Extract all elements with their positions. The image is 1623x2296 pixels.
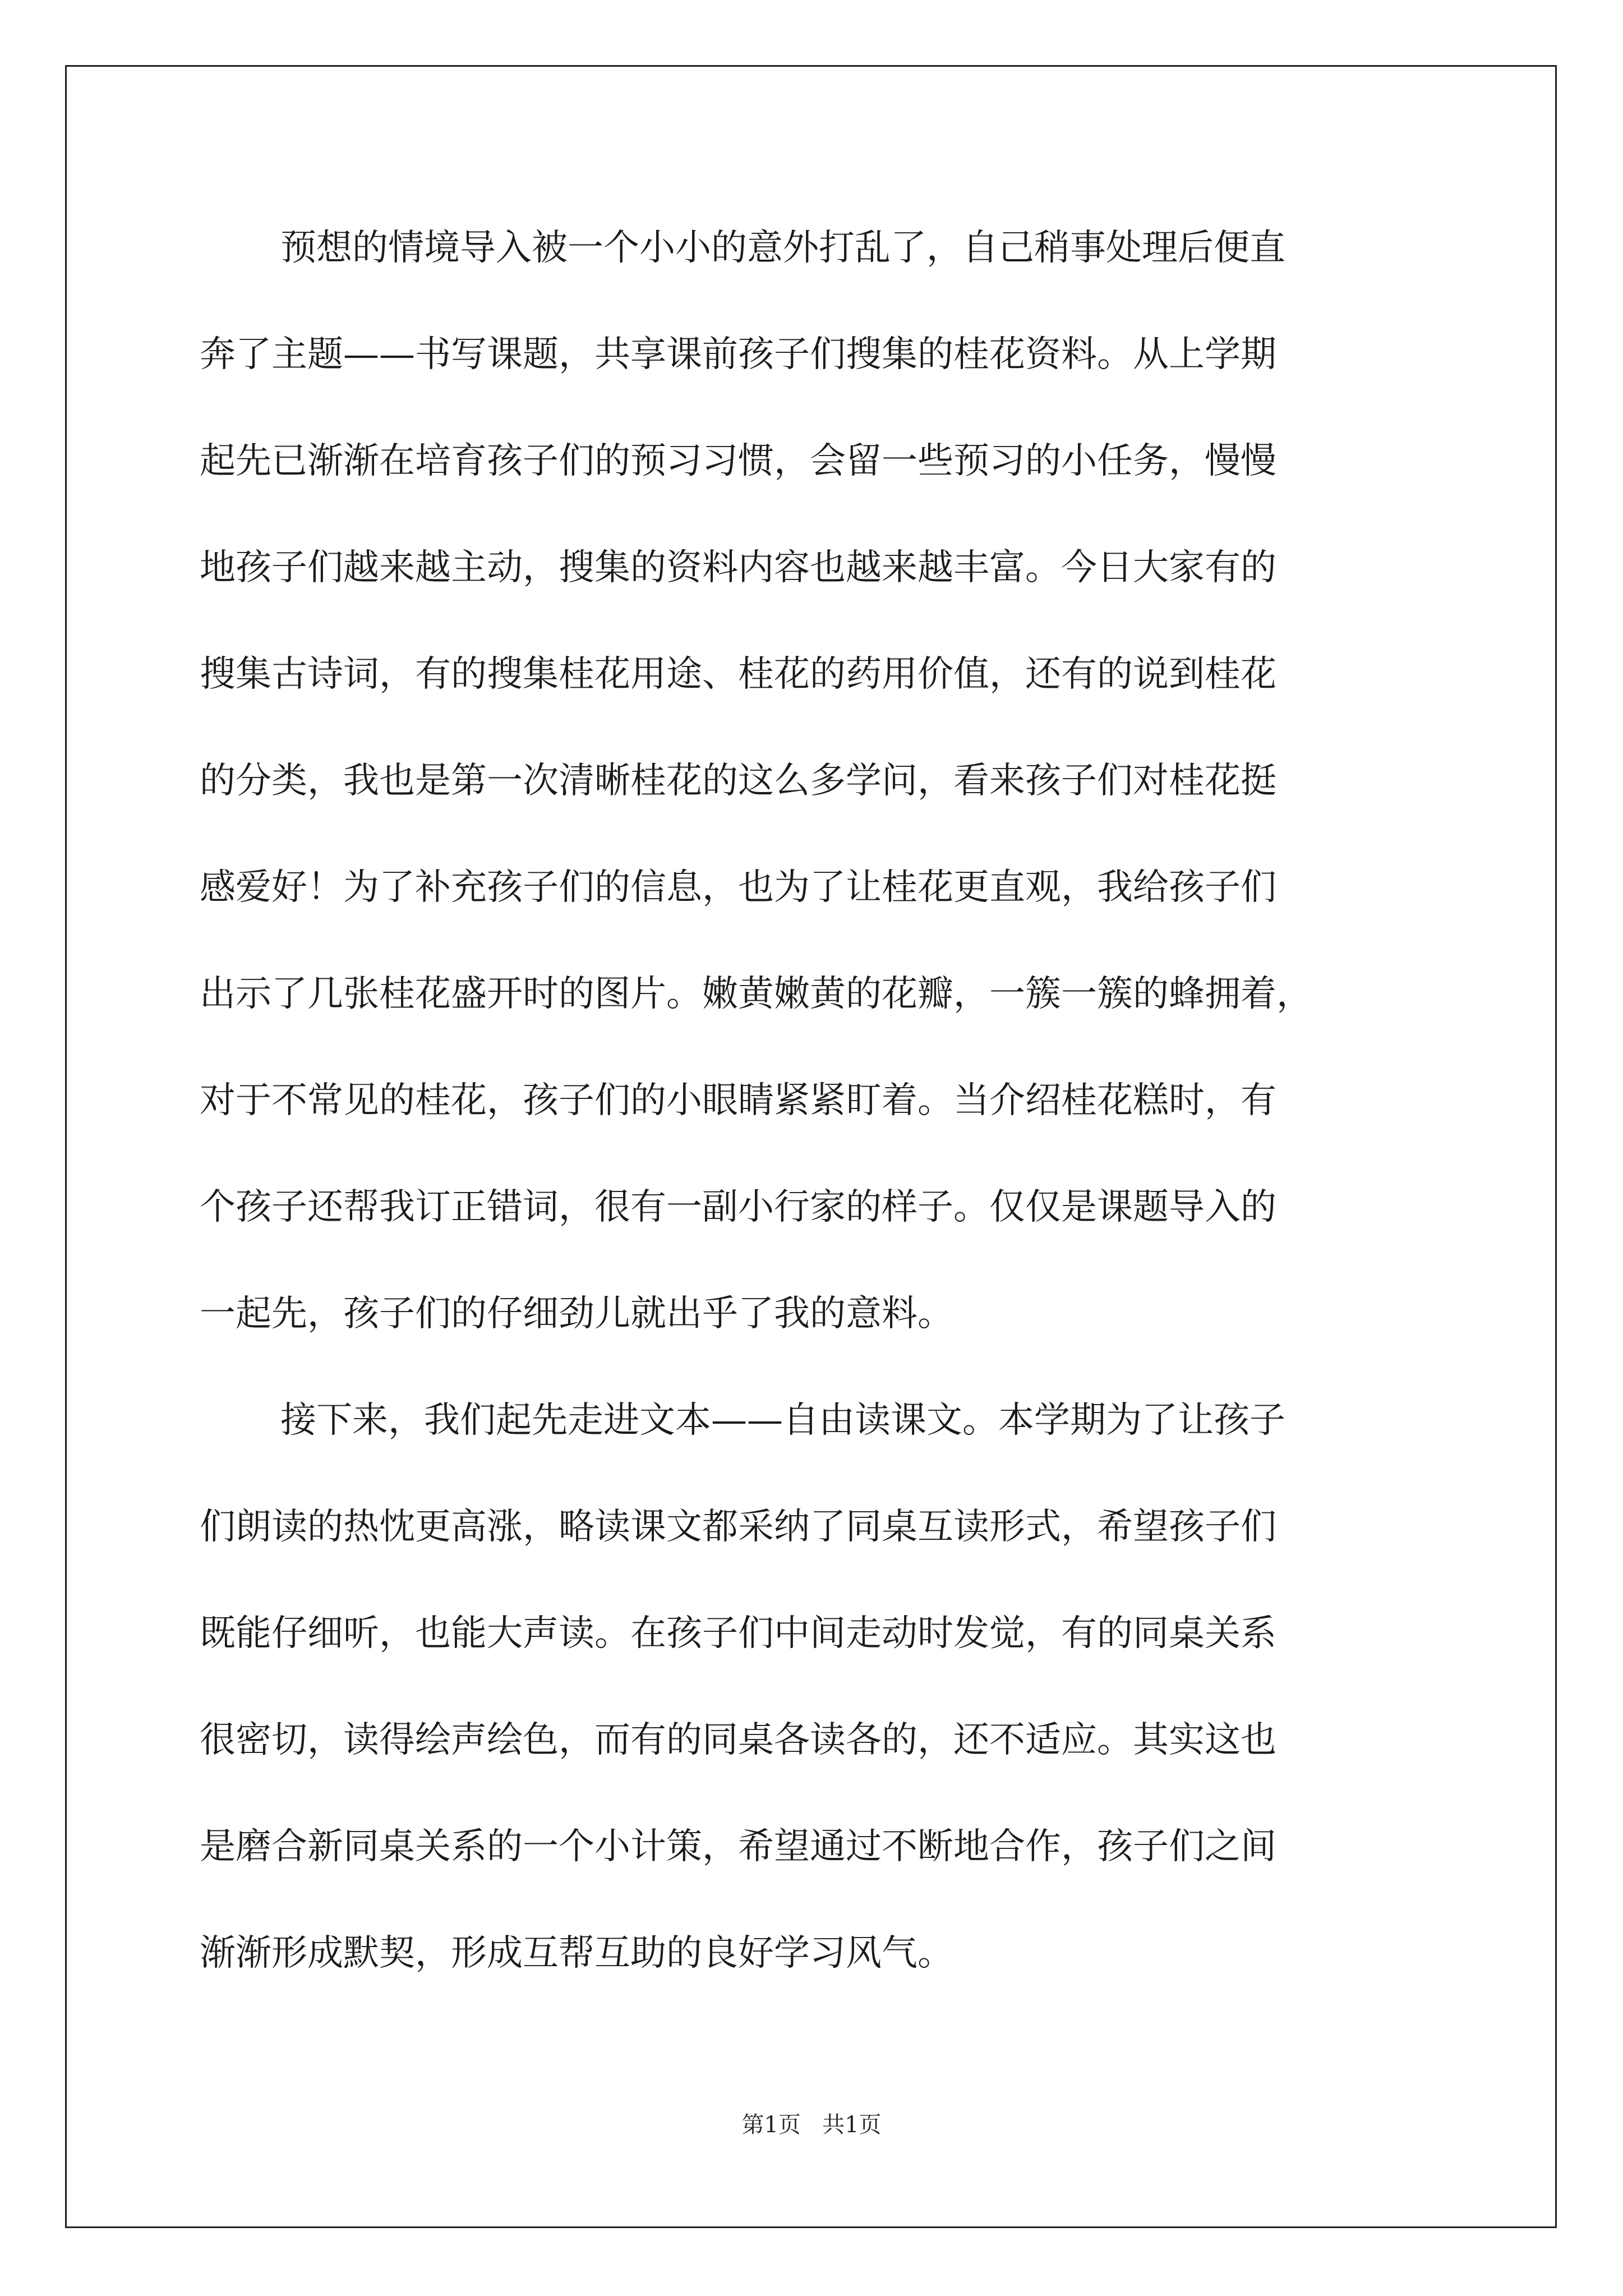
paragraph-2-line-1: 接下来，我们起先走进文本——自由读课文。本学期为了让孩子 — [280, 1400, 1285, 1441]
paragraph-2-line-4: 很密切，读得绘声绘色，而有的同桌各读各的，还不适应。其实这也 — [200, 1719, 1276, 1761]
paragraph-1-line-11: 一起先，孩子们的仔细劲儿就出乎了我的意料。 — [200, 1293, 953, 1335]
paragraph-1-line-10: 个孩子还帮我订正错词，很有一副小行家的样子。仅仅是课题导入的 — [200, 1186, 1276, 1228]
paragraph-1-line-2: 奔了主题——书写课题，共享课前孩子们搜集的桂花资料。从上学期 — [200, 334, 1276, 375]
page-footer — [0, 2108, 1623, 2142]
paragraph-2-line-2: 们朗读的热忱更高涨，略读课文都采纳了同桌互读形式，希望孩子们 — [200, 1506, 1276, 1548]
paragraph-1-line-3: 起先已渐渐在培育孩子们的预习习惯，会留一些预习的小任务，慢慢 — [200, 440, 1276, 482]
page-border — [65, 65, 1557, 2228]
paragraph-1-line-4: 地孩子们越来越主动，搜集的资料内容也越来越丰富。今日大家有的 — [200, 547, 1276, 588]
page-total: 共1页 — [822, 2112, 882, 2138]
paragraph-1-line-6: 的分类，我也是第一次清晰桂花的这么多学问，看来孩子们对桂花挺 — [200, 760, 1276, 802]
paragraph-1-line-9: 对于不常见的桂花，孩子们的小眼睛紧紧盯着。当介绍桂花糕时，有 — [200, 1080, 1276, 1121]
page-number: 第1页 — [741, 2112, 801, 2138]
paragraph-2-line-6: 渐渐形成默契，形成互帮互助的良好学习风气。 — [200, 1932, 953, 1974]
paragraph-1-line-5: 搜集古诗词，有的搜集桂花用途、桂花的药用价值，还有的说到桂花 — [200, 654, 1276, 695]
paragraph-2-line-5: 是磨合新同桌关系的一个小计策，希望通过不断地合作，孩子们之间 — [200, 1826, 1276, 1867]
paragraph-2-line-3: 既能仔细听，也能大声读。在孩子们中间走动时发觉，有的同桌关系 — [200, 1613, 1276, 1654]
paragraph-1-line-7: 感爱好！为了补充孩子们的信息，也为了让桂花更直观，我给孩子们 — [200, 867, 1276, 908]
paragraph-1-line-1: 预想的情境导入被一个小小的意外打乱了，自己稍事处理后便直 — [280, 227, 1285, 269]
paragraph-1-line-8: 出示了几张桂花盛开时的图片。嫩黄嫩黄的花瓣，一簇一簇的蜂拥着， — [200, 973, 1312, 1015]
